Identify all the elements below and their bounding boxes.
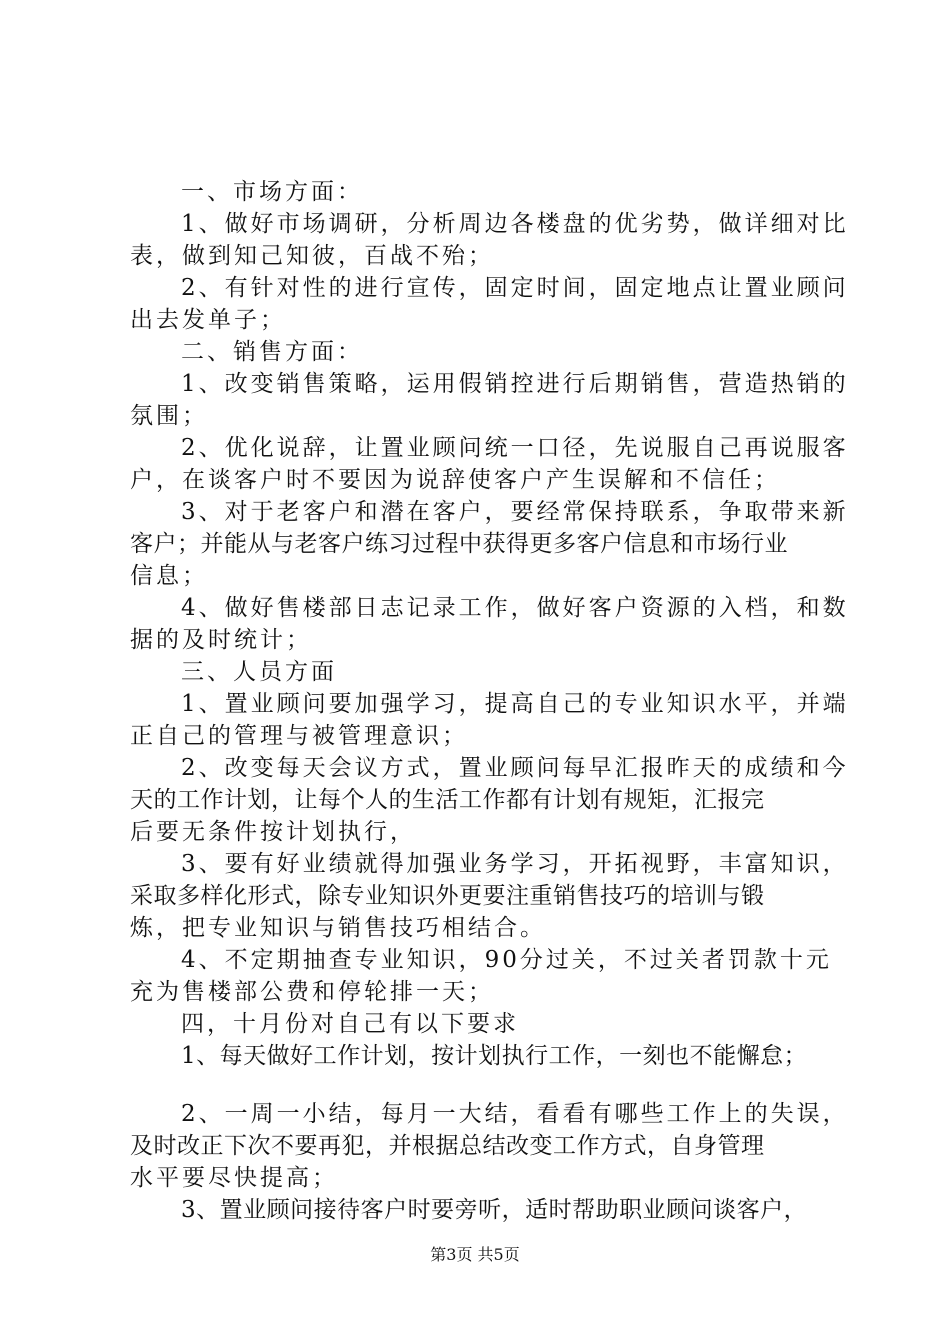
section-heading-october: 四，十月份对自己有以下要求 xyxy=(181,1011,519,1037)
paragraph-line: 2、改变每天会议方式，置业顾问每早汇报昨天的成绩和今 xyxy=(181,755,849,781)
section-heading-staff: 三、人员方面 xyxy=(181,659,337,685)
paragraph-line: 天的工作计划，让每个人的生活工作都有计划有规矩，汇报完 xyxy=(130,787,765,813)
paragraph-line: 正自己的管理与被管理意识； xyxy=(130,723,468,749)
paragraph-line: 采取多样化形式，除专业知识外更要注重销售技巧的培训与锻 xyxy=(130,883,765,909)
paragraph-line: 水平要尽快提高； xyxy=(130,1165,338,1191)
paragraph-line: 充为售楼部公费和停轮排一天； xyxy=(130,979,494,1005)
paragraph-line: 炼，把专业知识与销售技巧相结合。 xyxy=(130,915,546,941)
paragraph-line: 1、做好市场调研，分析周边各楼盘的优劣势，做详细对比 xyxy=(181,211,849,237)
paragraph-line: 3、要有好业绩就得加强业务学习，开拓视野，丰富知识， xyxy=(181,851,849,877)
paragraph-line: 据的及时统计； xyxy=(130,627,312,653)
paragraph-line: 2、有针对性的进行宣传，固定时间，固定地点让置业顾问 xyxy=(181,275,849,301)
section-heading-sales: 二、销售方面： xyxy=(181,339,363,365)
paragraph-line: 2、一周一小结，每月一大结，看看有哪些工作上的失误， xyxy=(181,1101,849,1127)
paragraph-line: 1、每天做好工作计划，按计划执行工作，一刻也不能懈怠； xyxy=(181,1043,808,1069)
paragraph-line: 出去发单子； xyxy=(130,307,286,333)
paragraph-line: 客户；并能从与老客户练习过程中获得更多客户信息和市场行业 xyxy=(130,531,788,557)
paragraph-line: 1、置业顾问要加强学习，提高自己的专业知识水平，并端 xyxy=(181,691,849,717)
paragraph-line: 3、置业顾问接待客户时要旁听，适时帮助职业顾问谈客户， xyxy=(181,1197,808,1223)
paragraph-line: 表，做到知己知彼，百战不殆； xyxy=(130,243,494,269)
paragraph-line: 后要无条件按计划执行， xyxy=(130,819,416,845)
paragraph-line: 3、对于老客户和潜在客户，要经常保持联系，争取带来新 xyxy=(181,499,849,525)
paragraph-line: 4、不定期抽查专业知识，90分过关，不过关者罚款十元 xyxy=(181,947,832,973)
section-heading-market: 一、市场方面： xyxy=(181,179,363,205)
page-number-footer: 第3页 共5页 xyxy=(430,1245,520,1264)
paragraph-line: 户，在谈客户时不要因为说辞使客户产生误解和不信任； xyxy=(130,467,780,493)
paragraph-line: 2、优化说辞，让置业顾问统一口径，先说服自己再说服客 xyxy=(181,435,849,461)
paragraph-line: 信息； xyxy=(130,563,208,589)
paragraph-line: 4、做好售楼部日志记录工作，做好客户资源的入档，和数 xyxy=(181,595,849,621)
paragraph-line: 1、改变销售策略，运用假销控进行后期销售，营造热销的 xyxy=(181,371,849,397)
paragraph-line: 氛围； xyxy=(130,403,208,429)
paragraph-line: 及时改正下次不要再犯，并根据总结改变工作方式，自身管理 xyxy=(130,1133,765,1159)
